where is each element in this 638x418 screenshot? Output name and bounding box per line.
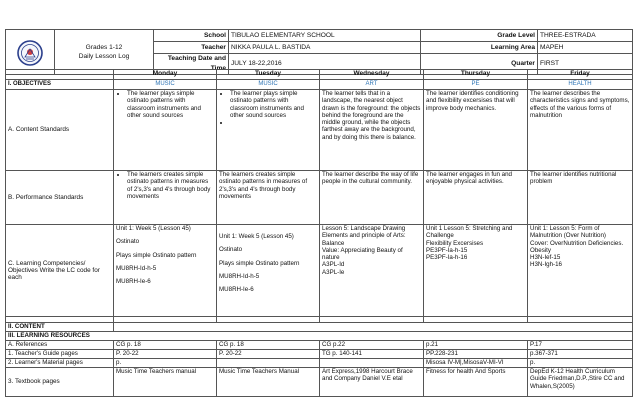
list-item: • The learner plays simple ostinato patterns with classroom instruments and other sound sources: [230, 90, 317, 119]
teacher-value: NIKKA PAULA L. BASTIDA: [229, 42, 421, 54]
grades-label: Grades 1-12: [85, 44, 123, 51]
table-cell: CG p. 18: [114, 341, 217, 350]
teacher-label: Teacher: [154, 42, 229, 54]
log-title: [55, 30, 154, 75]
lesson-log-table: [5, 69, 633, 397]
content-standards-thursday: The learner identifies conditioning and flexibility excersises that will improve body mechanics.: [424, 90, 528, 171]
list-item: [230, 119, 317, 126]
subject-thursday: PE: [424, 80, 528, 90]
objectives-row: [6, 80, 633, 90]
day-friday: Friday: [528, 70, 633, 80]
table-cell: Music Time Teachers manual: [114, 368, 217, 397]
day-wednesday: Wednesday: [320, 70, 424, 80]
table-cell: p.21: [424, 341, 528, 350]
list-item: Plays simple Ostinato pattern: [116, 251, 197, 259]
objectives-label: I. OBJECTIVES: [6, 80, 114, 90]
list-item: MU8RH-Id-h-5: [116, 264, 157, 272]
content-value: [114, 323, 633, 332]
references-row: [6, 341, 633, 350]
list-item: • The learner plays simple ostinato patterns with classroom instruments and other sound sources: [127, 90, 214, 119]
table-cell: P. 20-22: [114, 350, 217, 359]
corner-cell: [6, 70, 114, 80]
teachers-guide-label: 1. Teacher's Guide pages: [6, 350, 114, 359]
table-cell: [217, 359, 320, 368]
content-standards-label: A. Content Standards: [6, 90, 114, 171]
content-standards-tuesday: [217, 90, 320, 171]
day-monday: Monday: [114, 70, 217, 80]
day-tuesday: Tuesday: [217, 70, 320, 80]
table-cell: PP.228-231: [424, 350, 528, 359]
list-item: Plays simple Ostinato pattern: [219, 259, 300, 267]
performance-standards-label: B. Performance Standards: [6, 171, 114, 225]
textbook-label: 3. Textbook pages: [6, 368, 114, 397]
table-cell: Misosa IV-M|,MisosaV-MI-VI: [424, 359, 528, 368]
table-cell: Art Express,1998 Harcourt Brace and Company Daniel V.E etal: [320, 368, 424, 397]
table-cell: P.17: [528, 341, 633, 350]
deped-seal: [6, 30, 55, 75]
content-standards-row: [6, 90, 633, 171]
teaching-date-label: Teaching Date and Time: [154, 54, 229, 75]
grade-level-value: THREE-ESTRADA: [538, 30, 633, 42]
competencies-friday: Unit 1: Lesson 5: Form of Malnutrition (Over Nutrition) Cover: OverNutrition Deficiencies. Obesity H3N-Ief-15 H3N-Igh-16: [528, 225, 633, 317]
content-standards-wednesday: The learner tells that in a landscape, the nearest object drawn is the foreground: the objects behind the foreground are the middle ground, while the objects farthest away are the background, and by doing this there is balance.: [320, 90, 424, 171]
performance-standards-monday: [114, 171, 217, 225]
learning-area-value: MAPEH: [538, 42, 633, 54]
list-item: MU8RH-Ie-6: [116, 278, 151, 286]
subject-tuesday: MUSIC: [217, 80, 320, 90]
table-cell: p.: [114, 359, 217, 368]
subject-monday: MUSIC: [114, 80, 217, 90]
competencies-monday: [114, 225, 217, 317]
table-cell: Music Time Teachers Manual: [217, 368, 320, 397]
learners-material-row: [6, 359, 633, 368]
resources-label: III. LEARNING RESOURCES: [6, 332, 633, 341]
content-row: [6, 323, 633, 332]
table-cell: TG p. 140-141: [320, 350, 424, 359]
quarter-label: Quarter: [421, 54, 538, 75]
table-cell: p.367-371: [528, 350, 633, 359]
competencies-thursday: Unit 1 Lesson 5: Stretching and Challenge Flexibility Excersises PE3PF-Ia-h-15 PE3PF-Ia-h-16: [424, 225, 528, 317]
textbook-row: [6, 368, 633, 397]
competencies-wednesday: Lesson 5: Landscape Drawing Elements and principle of Arts: Balance Value: Appreciating Beauty of nature A3PL-Id A3PL-Ie: [320, 225, 424, 317]
quarter-value: FIRST: [538, 54, 633, 75]
performance-standards-tuesday: The learners creates simple ostinato patterns in measures of 2's,3's and 4's through body movements: [217, 171, 320, 225]
day-header-row: [6, 70, 633, 80]
list-item: MU8RH-Id-h-5: [219, 272, 260, 280]
list-item: Ostinato: [219, 246, 243, 254]
table-cell: Fitness for health And Sports: [424, 368, 528, 397]
content-standards-monday: [114, 90, 217, 171]
table-cell: p.: [528, 359, 633, 368]
list-item: Unit 1: Week 5 (Lesson 45): [219, 233, 294, 240]
competencies-tuesday: [217, 225, 320, 317]
content-standards-friday: The learner describes the characteristics signs and symptoms, effects of the various forms of malnutrition: [528, 90, 633, 171]
list-item: Unit 1: Week 5 (Lesson 45): [116, 225, 191, 232]
day-thursday: Thursday: [424, 70, 528, 80]
performance-standards-thursday: The learner engages in fun and enjoyable physical activities.: [424, 171, 528, 225]
list-item: Ostinato: [116, 238, 140, 246]
table-cell: DepEd K-12 Health Curriculum Guide Friedman,D.P.,Stire CC and Whalen,S(2005): [528, 368, 633, 397]
competencies-row: [6, 225, 633, 317]
performance-standards-friday: The learner identifies nutritional problem: [528, 171, 633, 225]
deped-seal-icon: [17, 40, 43, 66]
daily-lesson-log-label: Daily Lesson Log: [78, 53, 130, 60]
resources-row: [6, 332, 633, 341]
performance-standards-wednesday: The learner describe the way of life people in the cultural community.: [320, 171, 424, 225]
teaching-date-value: JULY 18-22,2016: [229, 54, 421, 75]
references-label: A. References: [6, 341, 114, 350]
school-label: School: [154, 30, 229, 42]
list-item: • The learners creates simple ostinato patterns in measures of 2's,3's and 4's through body movements: [127, 171, 214, 200]
learning-area-label: Learning Area: [421, 42, 538, 54]
table-cell: CG p.22: [320, 341, 424, 350]
grade-level-label: Grade Level: [421, 30, 538, 42]
subject-wednesday: ART: [320, 80, 424, 90]
table-cell: CG p. 18: [217, 341, 320, 350]
table-cell: P. 20-22: [217, 350, 320, 359]
performance-standards-row: [6, 171, 633, 225]
subject-friday: HEALTH: [528, 80, 633, 90]
school-value: TIBULAO ELEMENTARY SCHOOL: [229, 30, 421, 42]
content-label: II. CONTENT: [6, 323, 114, 332]
learners-material-label: 2. Learner's Material pages: [6, 359, 114, 368]
list-item: MU8RH-Ie-6: [219, 286, 254, 294]
competencies-label: C. Learning Competencies/ Objectives Write the LC code for each: [6, 225, 114, 317]
teachers-guide-row: [6, 350, 633, 359]
table-cell: [320, 359, 424, 368]
